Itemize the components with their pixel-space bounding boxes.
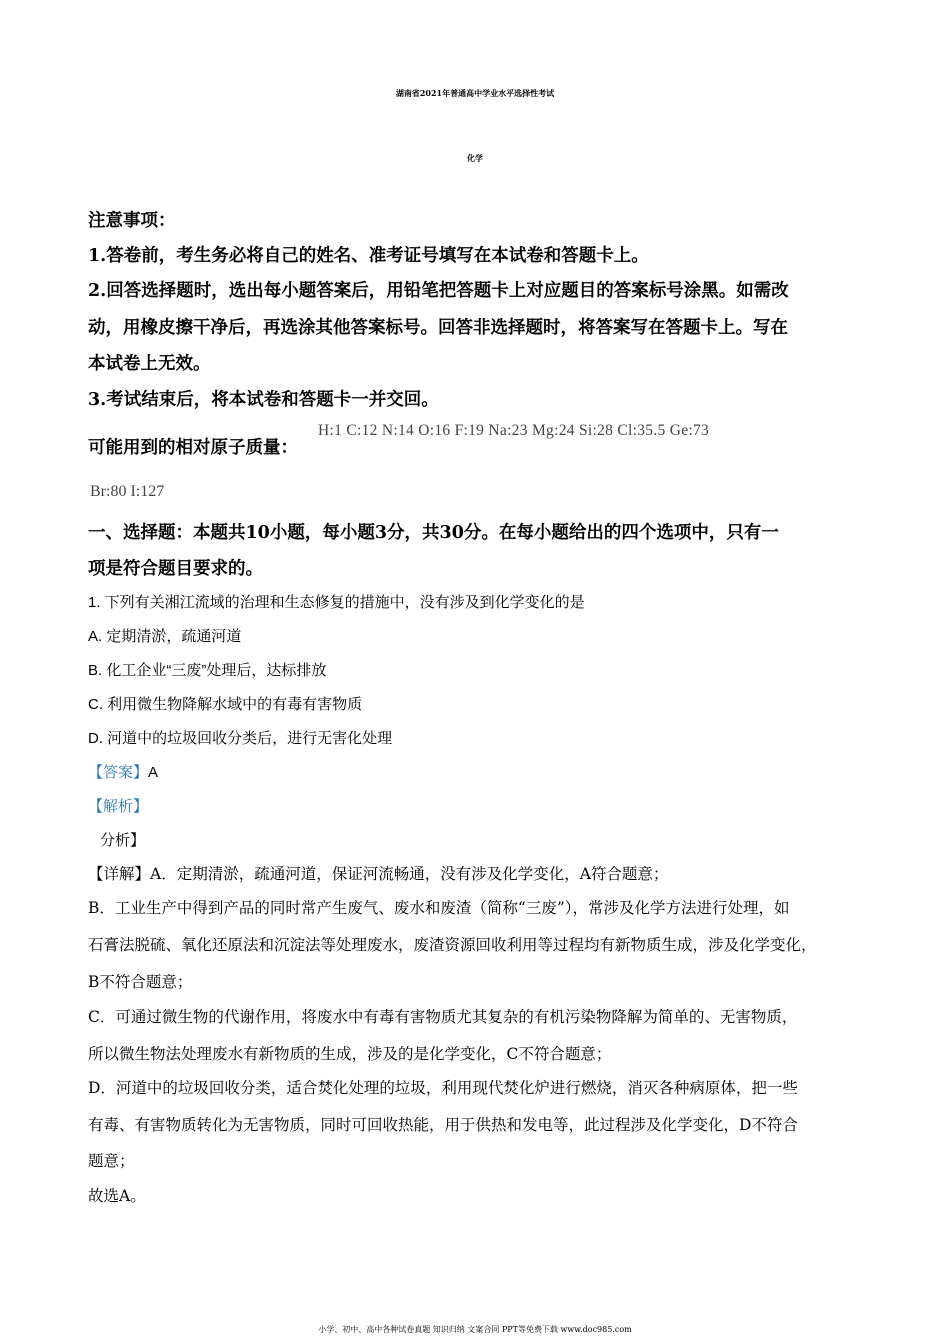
detail-line-5: C．可通过微生物的代谢作用，将废水中有毒有害物质尤其复杂的有机污染物降解为简单的、无害物质，: [88, 1008, 798, 1026]
question-stem: 1. 下列有关湘江流域的治理和生态修复的措施中，没有涉及到化学变化的是: [88, 594, 585, 611]
notice-item-2-line-2: 动，用橡皮擦干净后，再选涂其他答案标号。回答非选择题时，将答案写在答题卡上。写在: [88, 318, 788, 338]
notice-heading: 注意事项：: [88, 211, 176, 231]
subject-title: 化学: [467, 153, 483, 163]
detail-line-6: 所以微生物法处理废水有新物质的生成，涉及的是化学变化，C不符合题意；: [88, 1045, 612, 1063]
atomic-mass-values: H:1 C:12 N:14 O:16 F:19 Na:23 Mg:24 Si:28 Cl:35.5 Ge:73: [318, 422, 710, 439]
footer-text: 小学、初中、高中各种试卷真题 知识归纳 文案合同 PPT等免费下载 www.doc985.com: [318, 1325, 632, 1334]
detail-line-2: B．工业生产中得到产品的同时常产生废气、废水和废渣（简称“三废”），常涉及化学方法进行处理，如: [88, 899, 790, 917]
notice-item-3: 3.考试结束后，将本试卷和答题卡一并交回。: [88, 390, 439, 410]
analysis-sub-label: 分析】: [100, 832, 146, 849]
section-heading-line-1: 一、选择题：本题共10小题，每小题3分，共30分。在每小题给出的四个选项中，只有一: [88, 523, 779, 543]
notice-item-2-line-3: 本试卷上无效。: [88, 354, 211, 374]
answer-line: [88, 761, 158, 782]
exam-title: 湖南省2021年普通高中学业水平选择性考试: [395, 88, 555, 98]
option-c: C. 利用微生物降解水域中的有毒有害物质: [88, 696, 363, 713]
option-d: D. 河道中的垃圾回收分类后，进行无害化处理: [88, 730, 393, 747]
answer-value: A: [148, 764, 159, 781]
notice-item-1: 1.答卷前，考生务必将自己的姓名、准考证号填写在本试卷和答题卡上。: [88, 246, 649, 266]
detail-line-3: 石膏法脱硫、氧化还原法和沉淀法等处理废水，废渣资源回收利用等过程均有新物质生成，涉及化学变化，: [88, 936, 817, 954]
detail-line-9: 题意；: [88, 1152, 135, 1170]
atomic-mass-values-2: Br:80 I:127: [90, 483, 165, 500]
detail-line-8: 有毒、有害物质转化为无害物质，同时可回收热能，用于供热和发电等，此过程涉及化学变化，D不符合: [88, 1116, 798, 1134]
option-a: A. 定期清淤，疏通河道: [88, 628, 242, 645]
detail-line-4: B不符合题意；: [88, 973, 193, 991]
analysis-label: 【解析】: [88, 798, 149, 815]
answer-label: 【答案】: [88, 764, 149, 781]
section-heading-line-2: 项是符合题目要求的。: [88, 559, 263, 579]
option-b: B. 化工企业“三废”处理后，达标排放: [88, 662, 327, 679]
detail-line-1: 【详解】A．定期清淤，疏通河道，保证河流畅通，没有涉及化学变化，A符合题意；: [88, 865, 669, 883]
notice-item-2-line-1: 2.回答选择题时，选出每小题答案后，用铅笔把答题卡上对应题目的答案标号涂黑。如需改: [88, 281, 789, 301]
atomic-mass-label: 可能用到的相对原子质量：: [88, 438, 298, 458]
detail-line-7: D．河道中的垃圾回收分类，适合焚化处理的垃圾，利用现代焚化炉进行燃烧，消灭各种病原体，把一些: [88, 1079, 798, 1097]
conclusion: 故选A。: [88, 1187, 146, 1205]
